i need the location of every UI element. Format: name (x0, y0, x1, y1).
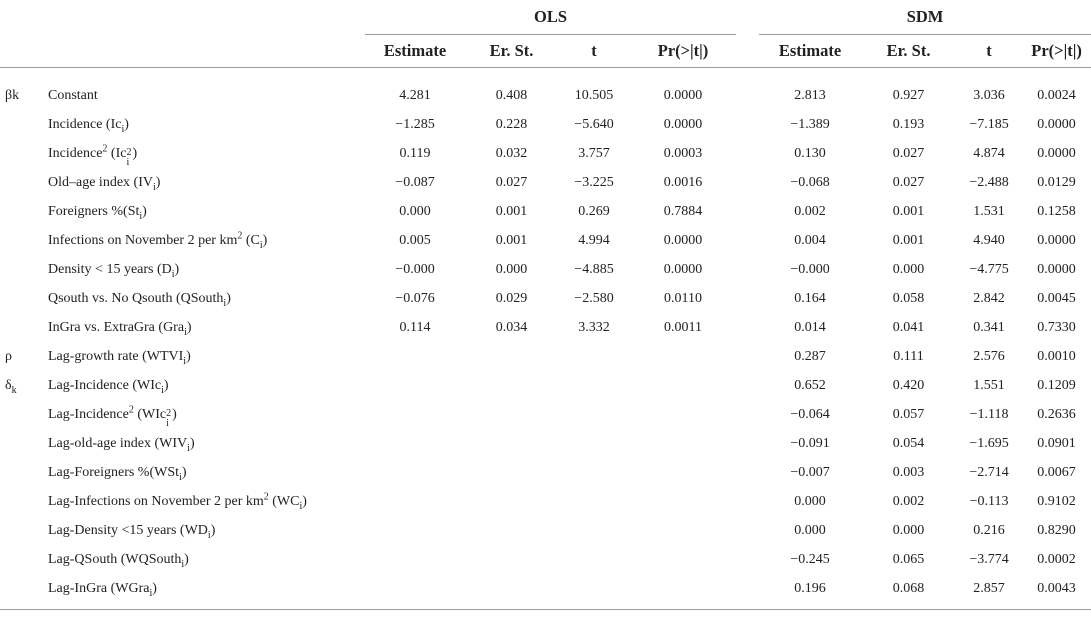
sdm-t-cell: −0.113 (969, 493, 1009, 509)
row-label-text-tail: ) (163, 377, 169, 393)
sdm-pvalue-cell: 0.0024 (1037, 87, 1076, 103)
sdm-estimate-cell: 0.130 (794, 145, 826, 161)
sdm-estimate-cell: −0.245 (790, 551, 830, 567)
row-label-text-mid: (WIc (133, 406, 167, 422)
row-label-text: Lag-growth rate (WTVI (48, 348, 184, 364)
sdm-stderr-header: Er. St. (886, 41, 931, 60)
row-label-text-tail: ) (132, 145, 138, 161)
sdm-stderr-cell: 0.065 (892, 551, 925, 567)
row-symbol (0, 458, 48, 487)
table-row (0, 400, 1091, 429)
table-row (0, 487, 1091, 516)
ols-group-header: OLS (365, 0, 736, 35)
row-label-subscript: i (179, 471, 182, 483)
row-label-text: Infections on November 2 per km (48, 232, 238, 248)
ols-estimate-cell: 0.000 (399, 203, 431, 219)
sdm-t-cell: 3.036 (973, 87, 1005, 103)
ols-t-cell (558, 574, 630, 603)
row-label (48, 574, 365, 603)
row-label (48, 255, 365, 284)
table-row (0, 81, 1091, 110)
row-label-text: Qsouth vs. No Qsouth (QSouth (48, 290, 224, 306)
ols-stderr-cell: 0.032 (495, 145, 528, 161)
sdm-pvalue-cell: 0.0000 (1037, 145, 1076, 161)
row-label-text: Density < 15 years (D (48, 261, 172, 277)
ols-t-cell: −3.225 (574, 174, 614, 190)
ols-estimate-cell: −0.087 (395, 174, 435, 190)
row-symbol (0, 487, 48, 516)
row-symbol (0, 226, 48, 255)
sdm-stderr-cell: 0.111 (893, 348, 924, 364)
sdm-t-cell: −4.775 (969, 261, 1009, 277)
ols-stderr-cell (465, 342, 558, 371)
sdm-estimate-cell: 0.004 (794, 232, 826, 248)
sdm-estimate-cell: −0.007 (790, 464, 830, 480)
sdm-estimate-cell: 0.287 (794, 348, 826, 364)
ols-pvalue-cell: 0.0000 (663, 87, 703, 103)
ols-estimate-cell: 4.281 (399, 87, 431, 103)
row-label-text-tail: ) (302, 493, 307, 509)
row-label (48, 458, 365, 487)
ols-t-cell (558, 342, 630, 371)
ols-estimate-cell (365, 342, 465, 371)
sdm-t-cell: −1.695 (969, 435, 1009, 451)
ols-pvalue-cell (630, 545, 736, 574)
sdm-stderr-cell: 0.001 (892, 203, 925, 219)
table-row (0, 168, 1091, 197)
ols-t-cell: 3.332 (578, 319, 610, 335)
sdm-estimate-header: Estimate (778, 41, 842, 60)
ols-pvalue-header: Pr(>|t|) (657, 41, 709, 60)
row-symbol-text: βk (5, 87, 20, 103)
row-symbol (0, 429, 48, 458)
row-symbol-text: δ (5, 377, 12, 393)
sdm-stderr-cell: 0.000 (892, 522, 925, 538)
ols-t-cell (558, 458, 630, 487)
sdm-estimate-cell: 0.002 (794, 203, 826, 219)
sdm-estimate-cell: −1.389 (790, 116, 830, 132)
ols-estimate-cell (365, 400, 465, 429)
column-header-row (0, 35, 1091, 68)
table-row (0, 516, 1091, 545)
ols-t-cell: −2.580 (574, 290, 614, 306)
sdm-stderr-cell: 0.193 (892, 116, 925, 132)
ols-stderr-cell: 0.029 (495, 290, 528, 306)
ols-stderr-cell (465, 487, 558, 516)
table-row (0, 284, 1091, 313)
table-row (0, 110, 1091, 139)
row-label-text: Constant (48, 87, 98, 103)
row-label (48, 81, 365, 110)
ols-stderr-cell: 0.001 (495, 203, 528, 219)
row-label-text-tail: ) (172, 406, 177, 422)
sdm-t-header: t (986, 41, 992, 60)
sdm-estimate-cell: 0.000 (794, 522, 826, 538)
row-symbol (0, 574, 48, 603)
table-row (0, 458, 1091, 487)
ols-estimate-cell (365, 371, 465, 400)
sdm-group-header: SDM (759, 0, 1091, 35)
table-row (0, 197, 1091, 226)
ols-t-cell: −4.885 (574, 261, 614, 277)
sdm-pvalue-cell: 0.1209 (1037, 377, 1076, 393)
row-label-subscript: i (139, 210, 143, 222)
sdm-t-cell: 4.940 (973, 232, 1005, 248)
sdm-pvalue-cell: 0.0000 (1037, 116, 1076, 132)
row-label-text: Incidence (48, 145, 103, 161)
row-label-subscript: i (171, 268, 175, 280)
sdm-estimate-cell: 0.014 (794, 319, 826, 335)
ols-estimate-cell (365, 429, 465, 458)
row-label-text-tail: ) (186, 348, 191, 364)
row-label (48, 313, 365, 342)
sdm-t-cell: −2.714 (969, 464, 1009, 480)
row-label-text-tail: ) (210, 522, 216, 538)
sdm-pvalue-cell: 0.0000 (1037, 232, 1076, 248)
row-label-text-tail: ) (152, 580, 157, 596)
ols-pvalue-cell: 0.0016 (663, 174, 703, 190)
ols-pvalue-cell: 0.0011 (664, 319, 702, 335)
sdm-t-cell: 4.874 (973, 145, 1005, 161)
table-row (0, 313, 1091, 342)
sdm-estimate-cell: −0.091 (790, 435, 830, 451)
sdm-stderr-cell: 0.041 (892, 319, 925, 335)
row-label-text: Foreigners %(St (48, 203, 140, 219)
sdm-stderr-cell: 0.003 (892, 464, 925, 480)
ols-pvalue-cell (630, 429, 736, 458)
row-label-subscript: i (149, 587, 153, 599)
row-symbol (0, 400, 48, 429)
sdm-stderr-cell: 0.057 (892, 406, 925, 422)
sdm-stderr-cell: 0.001 (892, 232, 925, 248)
sdm-pvalue-cell: 0.0043 (1037, 580, 1076, 596)
row-label-text: Lag-Incidence (WIc (48, 377, 162, 393)
sdm-stderr-cell: 0.002 (892, 493, 925, 509)
sdm-stderr-cell: 0.000 (892, 261, 925, 277)
row-symbol (0, 516, 48, 545)
sdm-pvalue-cell: 0.0901 (1037, 435, 1076, 451)
ols-stderr-cell: 0.228 (495, 116, 528, 132)
row-label-text-tail: ) (155, 174, 161, 190)
sdm-stderr-cell: 0.058 (892, 290, 925, 306)
row-label (48, 371, 365, 400)
ols-estimate-cell: −0.076 (395, 290, 435, 306)
ols-pvalue-cell (630, 516, 736, 545)
ols-t-header: t (591, 41, 597, 60)
sdm-pvalue-cell: 0.7330 (1037, 319, 1076, 335)
sdm-t-cell: 2.857 (973, 580, 1005, 596)
row-label-subscript: i (184, 326, 187, 338)
row-label-text-tail: ) (174, 261, 180, 277)
sdm-estimate-cell: −0.000 (790, 261, 830, 277)
row-label-text-mid: (WC (268, 493, 300, 509)
sdm-pvalue-cell: 0.0002 (1037, 551, 1076, 567)
ols-stderr-cell (465, 545, 558, 574)
table-row (0, 255, 1091, 284)
sdm-pvalue-cell: 0.8290 (1037, 522, 1076, 538)
ols-stderr-cell (465, 458, 558, 487)
ols-estimate-header: Estimate (383, 41, 447, 60)
ols-pvalue-cell (630, 371, 736, 400)
row-label (48, 342, 365, 371)
row-symbol (0, 284, 48, 313)
ols-pvalue-cell: 0.0003 (663, 145, 703, 161)
ols-pvalue-cell (630, 400, 736, 429)
ols-estimate-cell (365, 574, 465, 603)
sdm-estimate-cell: −0.064 (790, 406, 830, 422)
sdm-stderr-cell: 0.027 (892, 145, 925, 161)
row-symbol (0, 168, 48, 197)
ols-pvalue-cell (630, 574, 736, 603)
sdm-stderr-cell: 0.927 (892, 87, 925, 103)
row-label-subscript: i (187, 442, 190, 454)
ols-stderr-cell: 0.000 (495, 261, 528, 277)
group-header-row (0, 0, 1091, 35)
row-label-text: Lag-QSouth (WQSouth (48, 551, 182, 567)
sdm-t-cell: 0.341 (973, 319, 1005, 335)
ols-t-cell (558, 429, 630, 458)
row-label-text-tail: ) (142, 203, 147, 219)
sdm-t-cell: 0.216 (973, 522, 1005, 538)
row-symbol-text: ρ (5, 348, 12, 364)
ols-estimate-cell (365, 545, 465, 574)
ols-t-cell: 10.505 (574, 87, 614, 103)
row-label (48, 168, 365, 197)
table-row (0, 574, 1091, 603)
sdm-stderr-cell: 0.420 (892, 377, 925, 393)
sdm-t-cell: 2.576 (973, 348, 1005, 364)
sdm-pvalue-cell: 0.9102 (1037, 493, 1076, 509)
ols-t-cell (558, 516, 630, 545)
sdm-pvalue-cell: 0.0129 (1037, 174, 1076, 190)
row-label-text-tail: ) (181, 464, 187, 480)
ols-pvalue-cell: 0.7884 (663, 203, 703, 219)
row-symbol (0, 255, 48, 284)
row-label-subscript: i (207, 529, 211, 541)
row-symbol-subscript: k (11, 384, 17, 396)
row-label-text: Lag-Infections on November 2 per km (48, 493, 264, 509)
row-label: Incidence$^2$ (Ic 2 i ) (48, 142, 138, 168)
row-label-text: Lag-Foreigners %(WSt (48, 464, 180, 480)
ols-estimate-cell: −0.000 (395, 261, 435, 277)
row-label-superscript: 2 (128, 403, 134, 415)
ols-estimate-cell (365, 487, 465, 516)
sdm-pvalue-header: Pr(>|t|) (1031, 41, 1082, 60)
row-symbol (0, 342, 48, 371)
sdm-stderr-cell: 0.027 (892, 174, 925, 190)
row-label-superscript: 2 (102, 142, 108, 154)
row-label-text-mid: (C (242, 232, 260, 248)
ols-pvalue-cell (630, 342, 736, 371)
ols-pvalue-cell (630, 458, 736, 487)
sdm-stderr-cell: 0.054 (892, 435, 925, 451)
sdm-pvalue-cell: 0.1258 (1037, 203, 1076, 219)
table-row (0, 342, 1091, 371)
ols-stderr-cell (465, 574, 558, 603)
ols-stderr-cell (465, 429, 558, 458)
ols-stderr-cell: 0.001 (495, 232, 528, 248)
row-label-text-tail: ) (186, 319, 192, 335)
row-label-subscript: i (183, 355, 187, 367)
ols-t-cell (558, 400, 630, 429)
row-label (48, 197, 365, 226)
sdm-estimate-cell: 0.164 (794, 290, 826, 306)
ols-t-cell (558, 487, 630, 516)
sdm-pvalue-cell: 0.0010 (1037, 348, 1076, 364)
row-symbol (0, 81, 48, 110)
ols-stderr-cell (465, 371, 558, 400)
table-row (0, 226, 1091, 255)
row-label-text: Lag-old-age index (WIV (48, 435, 188, 451)
row-label-subscript: i (121, 123, 125, 135)
row-label (48, 226, 365, 255)
ols-stderr-cell: 0.408 (495, 87, 528, 103)
sdm-pvalue-cell: 0.0045 (1037, 290, 1076, 306)
row-label: Lag-Incidence$^2$ (WIc 2 i ) (48, 403, 177, 429)
ols-stderr-cell: 0.034 (495, 319, 528, 335)
row-label (48, 545, 365, 574)
ols-estimate-cell: 0.005 (399, 232, 431, 248)
table-row (0, 371, 1091, 400)
ols-t-cell: 0.269 (578, 203, 610, 219)
sdm-estimate-cell: −0.068 (790, 174, 830, 190)
ols-t-cell: −5.640 (574, 116, 614, 132)
sdm-stderr-cell: 0.068 (892, 580, 925, 596)
ols-estimate-cell: 0.114 (399, 319, 431, 335)
row-label-subscript: i (181, 558, 185, 570)
ols-stderr-cell (465, 516, 558, 545)
row-symbol (0, 313, 48, 342)
sdm-t-cell: −2.488 (969, 174, 1009, 190)
sdm-estimate-cell: 0.000 (794, 493, 826, 509)
table-row (0, 545, 1091, 574)
sdm-estimate-cell: 2.813 (794, 87, 826, 103)
row-label-subscript: i (223, 297, 227, 309)
row-symbol (0, 371, 48, 400)
row-label-text-tail: ) (189, 435, 195, 451)
row-label-text-tail: ) (184, 551, 189, 567)
row-label (48, 429, 365, 458)
ols-pvalue-cell: 0.0000 (663, 232, 703, 248)
row-label-text-tail: ) (226, 290, 231, 306)
row-label-superscript: 2 (237, 229, 243, 241)
row-label-subscript: i (161, 384, 164, 396)
table-body (0, 68, 1091, 604)
ols-pvalue-cell: 0.0000 (663, 116, 703, 132)
row-label-subscript: i (299, 500, 303, 512)
row-label (48, 284, 365, 313)
table-row (0, 139, 1091, 168)
sdm-t-cell: −3.774 (969, 551, 1009, 567)
ols-t-cell (558, 371, 630, 400)
row-label-text: Old–age index (IV (48, 174, 153, 190)
ols-t-cell: 3.757 (578, 145, 610, 161)
sdm-t-cell: 1.531 (973, 203, 1005, 219)
ols-estimate-cell: 0.119 (399, 145, 431, 161)
row-label-text: Lag-InGra (WGra (48, 580, 150, 596)
row-label-text: InGra vs. ExtraGra (Gra (48, 319, 185, 335)
sdm-t-cell: −1.118 (969, 406, 1009, 422)
sdm-pvalue-cell: 0.0067 (1037, 464, 1076, 480)
sdm-estimate-cell: 0.196 (794, 580, 826, 596)
ols-stderr-cell: 0.027 (495, 174, 528, 190)
ols-pvalue-cell: 0.0110 (664, 290, 702, 306)
ols-stderr-cell (465, 400, 558, 429)
row-label-superscript: 2 (263, 490, 269, 502)
row-label-text: Lag-Density <15 years (WD (48, 522, 208, 538)
sdm-estimate-cell: 0.652 (794, 377, 826, 393)
row-label-text: Incidence (Ic (48, 116, 122, 132)
sdm-pvalue-cell: 0.0000 (1037, 261, 1076, 277)
ols-estimate-cell (365, 516, 465, 545)
row-symbol (0, 110, 48, 139)
sdm-t-cell: −7.185 (969, 116, 1009, 132)
row-symbol (0, 197, 48, 226)
row-label-text: Lag-Incidence (48, 406, 129, 422)
row-label (48, 516, 365, 545)
table-row (0, 429, 1091, 458)
table-bottom-rule (0, 609, 1091, 610)
row-label-text-tail: ) (262, 232, 268, 248)
row-label-text-tail: ) (124, 116, 129, 132)
row-label-subscript: i (152, 181, 156, 193)
row-label (48, 110, 365, 139)
row-label (48, 487, 365, 516)
ols-stderr-header: Er. St. (489, 41, 534, 60)
row-symbol (0, 139, 48, 168)
ols-pvalue-cell: 0.0000 (663, 261, 703, 277)
ols-estimate-cell: −1.285 (395, 116, 435, 132)
ols-pvalue-cell (630, 487, 736, 516)
row-label-text-mid: (Ic (107, 145, 127, 161)
ols-estimate-cell (365, 458, 465, 487)
sdm-t-cell: 2.842 (973, 290, 1005, 306)
sdm-pvalue-cell: 0.2636 (1037, 406, 1076, 422)
row-symbol (0, 545, 48, 574)
row-label-subscript: i (259, 239, 263, 251)
sdm-t-cell: 1.551 (973, 377, 1005, 393)
ols-t-cell: 4.994 (578, 232, 610, 248)
ols-t-cell (558, 545, 630, 574)
